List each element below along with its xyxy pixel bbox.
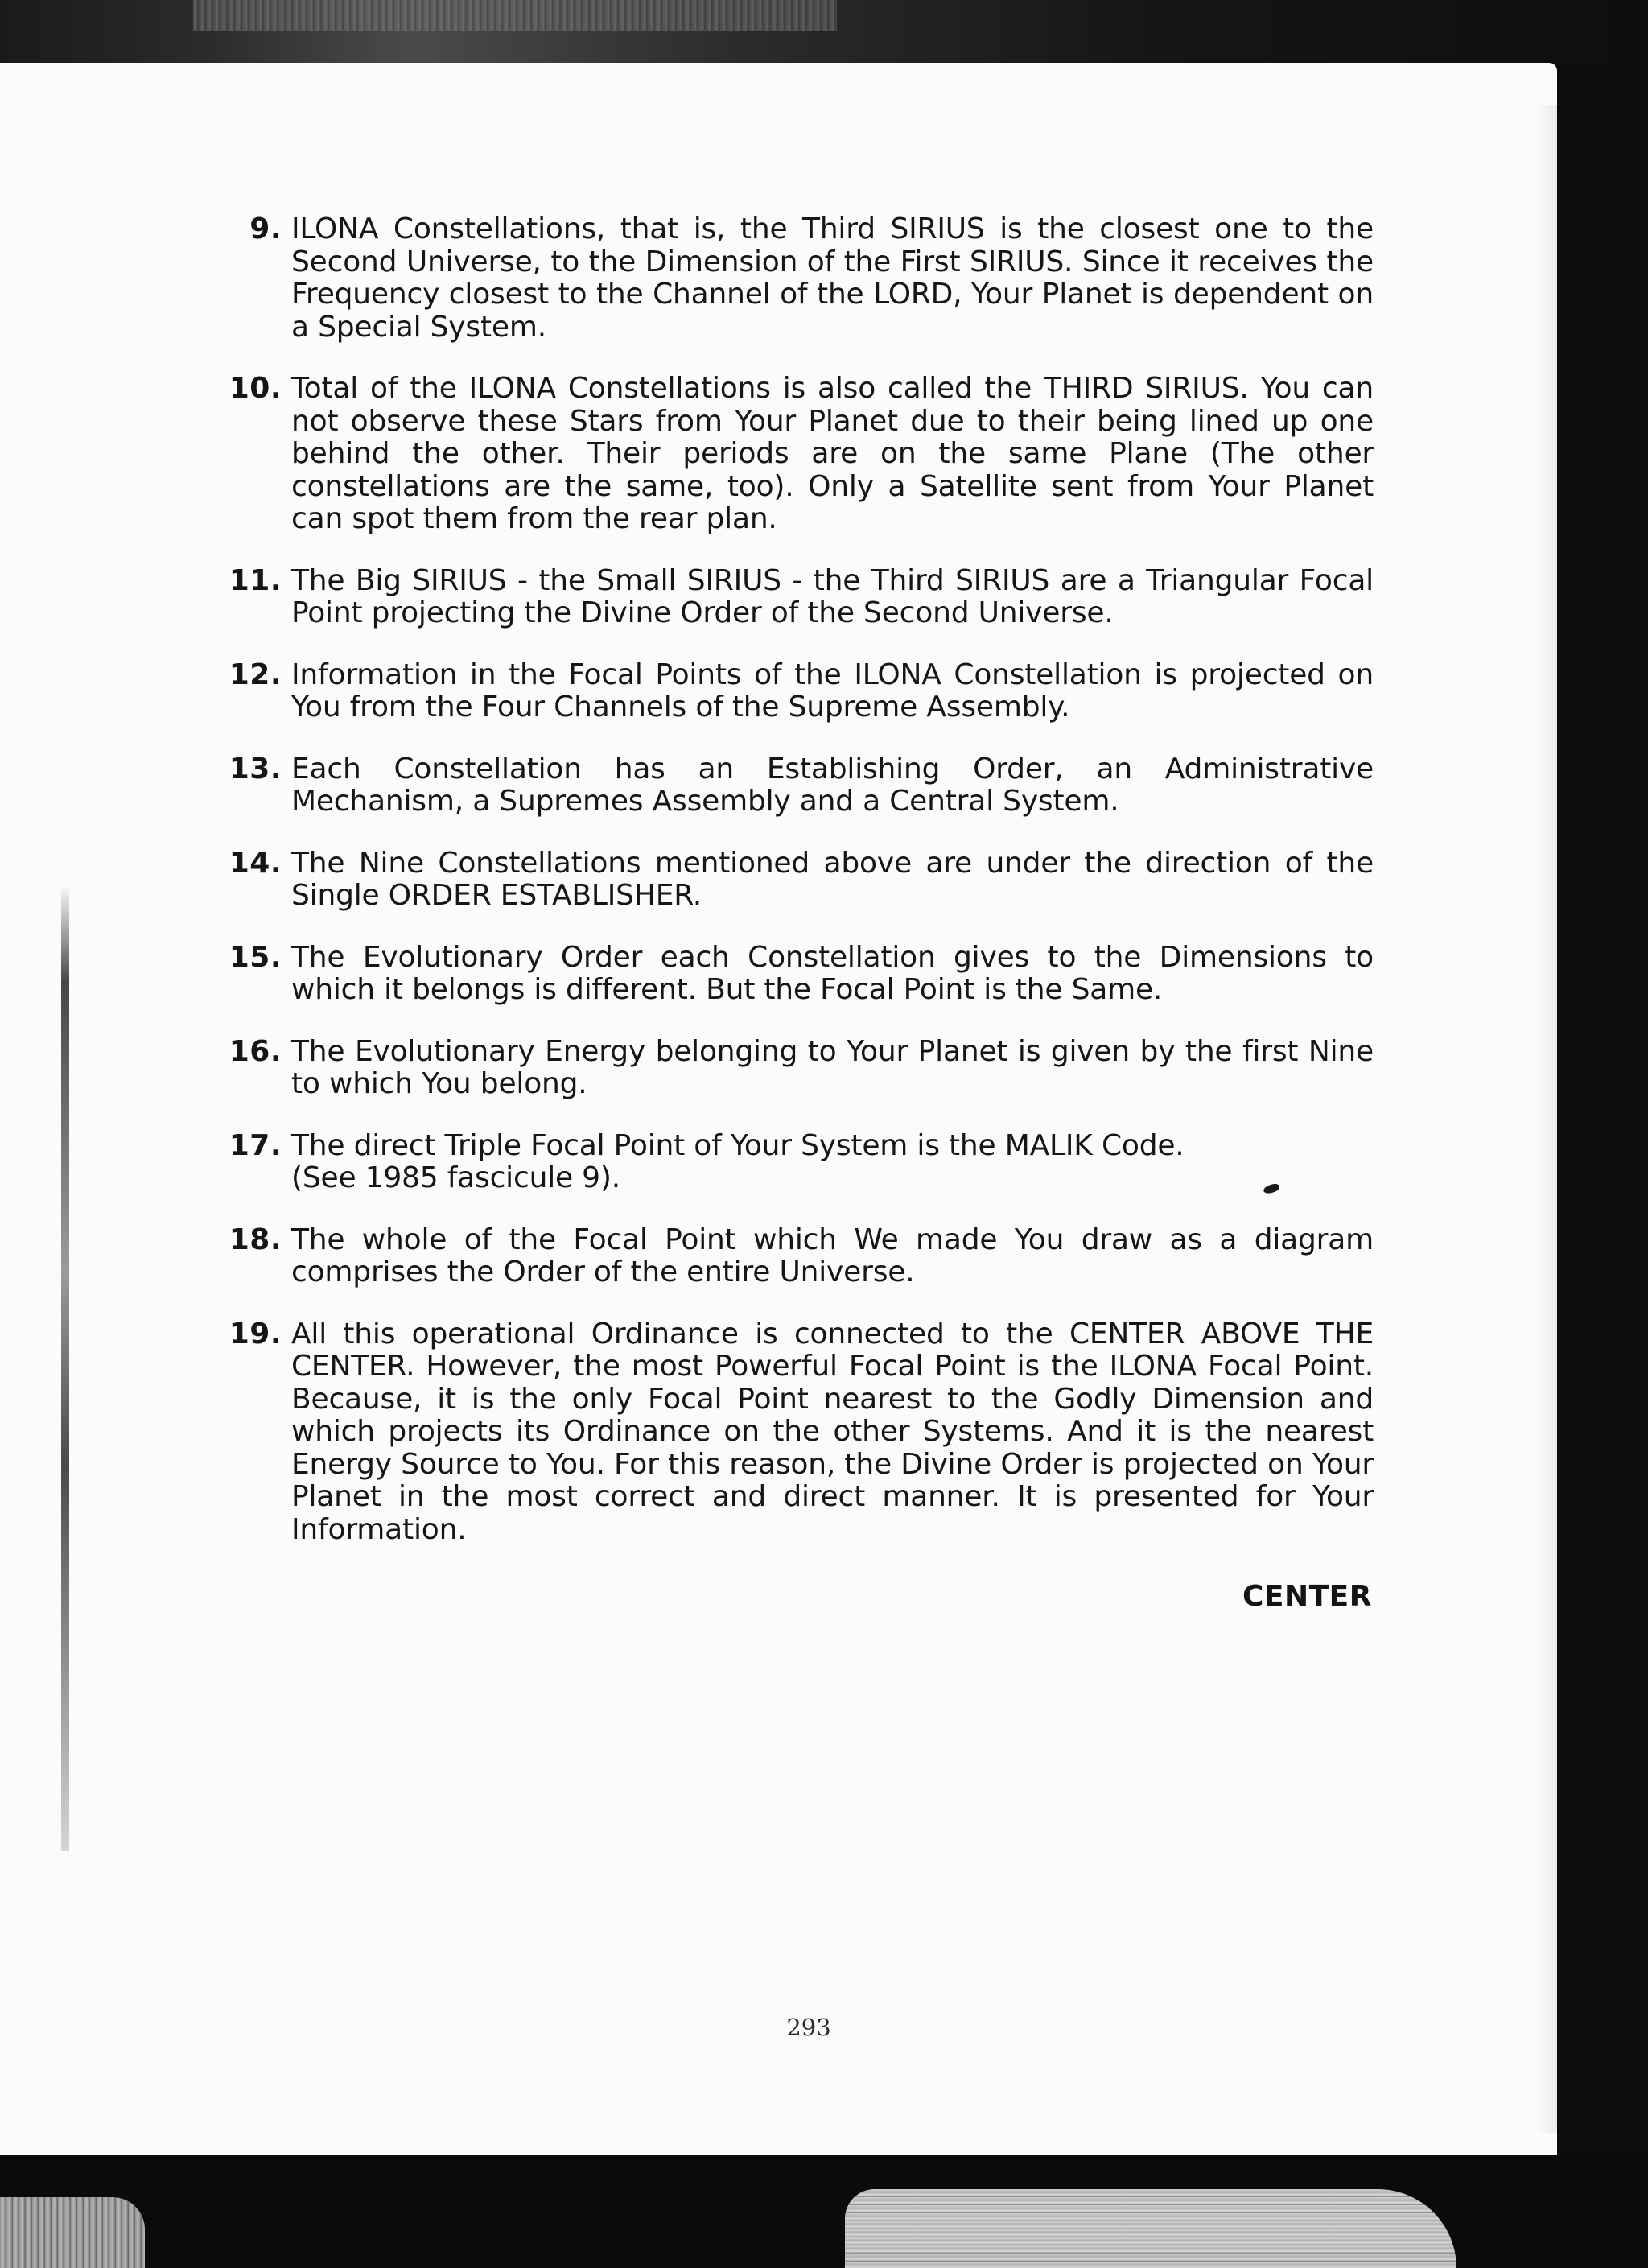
item-number: 13. xyxy=(229,752,282,786)
list-item-9 xyxy=(0,213,1374,344)
item-number: 18. xyxy=(229,1223,282,1256)
item-number: 15. xyxy=(229,940,282,974)
item-text: Total of the ILONA Constellations is also called the THIRD SIRIUS. You can not observe these Stars from Your Planet due to their being lined up one behind the other. Their periods are on the same Plane (The other constellations are the same, too). Only a Satellite sent from Your Planet can spot them from the rear plan. xyxy=(291,372,1374,535)
item-number: 17. xyxy=(229,1128,282,1162)
item-text: The Big SIRIUS - the Small SIRIUS - the Third SIRIUS are a Triangular Focal Point projecting the Divine Order of the Second Universe. xyxy=(291,563,1374,629)
item-text: ILONA Constellations, that is, the Third SIRIUS is the closest one to the Second Universe, to the Dimension of the First SIRIUS. Since it receives the Frequency closest to the Channel of the LORD, Your Planet is dependent on a Special System. xyxy=(291,212,1374,344)
item-text: Information in the Focal Points of the ILONA Constellation is projected on You from the Four Channels of the Supreme Assembly. xyxy=(291,658,1374,724)
item-number: 16. xyxy=(229,1034,282,1068)
list-item-13 xyxy=(0,753,1374,819)
list-item-16 xyxy=(0,1036,1374,1101)
list-item-17 xyxy=(0,1130,1374,1195)
item-text: The Evolutionary Energy belonging to Your Planet is given by the first Nine to which You belong. xyxy=(291,1034,1374,1100)
list-item-19 xyxy=(0,1318,1374,1547)
item-text: The Nine Constellations mentioned above are under the direction of the Single ORDER ESTABLISHER. xyxy=(291,846,1374,912)
numbered-list xyxy=(0,213,1557,1575)
list-item-15 xyxy=(0,942,1374,1007)
scan-bottom-left-glare xyxy=(0,2197,145,2268)
list-item-10 xyxy=(0,373,1374,536)
item-text: All this operational Ordinance is connected to the CENTER ABOVE THE CENTER. However, the most Powerful Focal Point is the ILONA Focal Point. Because, it is the only Focal Point nearest to the Godly Dimension and which projects its Ordinance on the other Systems. And it is the nearest Energy Source to You. For this reason, the Divine Order is projected on Your Planet in the most correct and direct manner. It is presented for Your Information. xyxy=(291,1317,1374,1546)
item-reference-note: (See 1985 fascicule 9). xyxy=(291,1161,620,1194)
scan-top-glare xyxy=(193,0,837,31)
item-number: 11. xyxy=(229,563,282,597)
scan-bottom-glare xyxy=(845,2189,1456,2268)
item-text: The direct Triple Focal Point of Your System is the MALIK Code. xyxy=(291,1128,1184,1162)
item-text: Each Constellation has an Establishing Order, an Administrative Mechanism, a Supremes Assembly and a Central System. xyxy=(291,752,1374,818)
item-number: 12. xyxy=(229,658,282,691)
item-text: The Evolutionary Order each Constellation gives to the Dimensions to which it belongs is different. But the Focal Point is the Same. xyxy=(291,940,1374,1006)
signature: CENTER xyxy=(1242,1580,1372,1613)
list-item-18 xyxy=(0,1224,1374,1289)
item-text: The whole of the Focal Point which We made You draw as a diagram comprises the Order of the entire Universe. xyxy=(291,1223,1374,1289)
list-item-14 xyxy=(0,847,1374,913)
list-item-12 xyxy=(0,659,1374,724)
list-item-11 xyxy=(0,565,1374,630)
page-number: 293 xyxy=(786,2014,831,2041)
item-number: 19. xyxy=(229,1317,282,1350)
item-number: 14. xyxy=(229,846,282,880)
item-number: 9. xyxy=(249,212,282,245)
item-number: 10. xyxy=(229,372,282,405)
